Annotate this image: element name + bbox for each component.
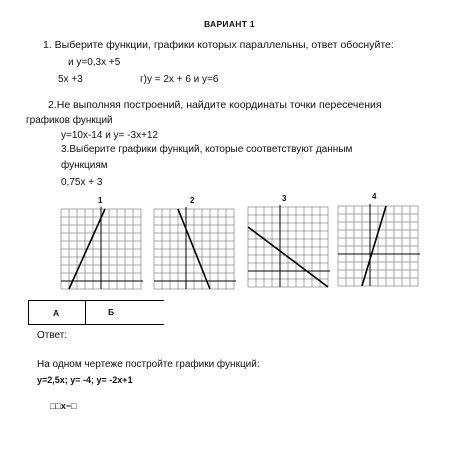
graph-label-2: 2 xyxy=(190,196,195,205)
task1-line-b-left: 5х +3 xyxy=(58,74,83,85)
task1-question: 1. Выберите функции, графики которых параллельны, ответ обоснуйте: xyxy=(43,39,394,51)
graph-label-4: 4 xyxy=(372,192,377,201)
table-col-b: Б xyxy=(108,307,115,317)
task3-line2: функциям xyxy=(61,160,108,171)
graph-label-3: 3 xyxy=(282,194,287,203)
grid xyxy=(248,207,328,287)
answer-label: Ответ: xyxy=(37,330,68,341)
table-top-line xyxy=(28,300,164,301)
task4-line2: у=2,5х; у= -4; у= -2х+1 xyxy=(37,375,133,385)
graph-1 xyxy=(57,205,145,293)
task3-line3: 0,75х + 3 xyxy=(61,177,103,188)
task1-line-a: и у=0,3х +5 xyxy=(68,57,121,68)
table-left-line xyxy=(28,300,29,325)
graph-3 xyxy=(244,203,332,291)
graph-label-1: 1 xyxy=(98,196,103,205)
task2-line3: у=10х-14 и у= -3х+12 xyxy=(61,130,159,141)
task4-line1: На одном чертеже постройте графики функций: xyxy=(37,359,260,370)
table-bottom-line xyxy=(28,324,164,325)
task2-line2: графиков функций xyxy=(26,115,113,126)
task3-line1: 3.Выберите графики функций, которые соответствуют данным xyxy=(61,144,353,155)
grid xyxy=(338,206,418,286)
task1-line-b-right: г)у = 2х + 6 и у=6 xyxy=(140,74,219,85)
footer-text: □□x−□ xyxy=(50,401,77,411)
graph-2 xyxy=(150,205,238,293)
task2-line1: 2.Не выполняя построений, найдите координаты точки пересечения xyxy=(48,99,382,111)
table-col-a: А xyxy=(53,308,60,318)
variant-title: ВАРИАНТ 1 xyxy=(204,19,255,29)
graph-4 xyxy=(334,202,422,290)
table-mid-line xyxy=(85,300,86,325)
